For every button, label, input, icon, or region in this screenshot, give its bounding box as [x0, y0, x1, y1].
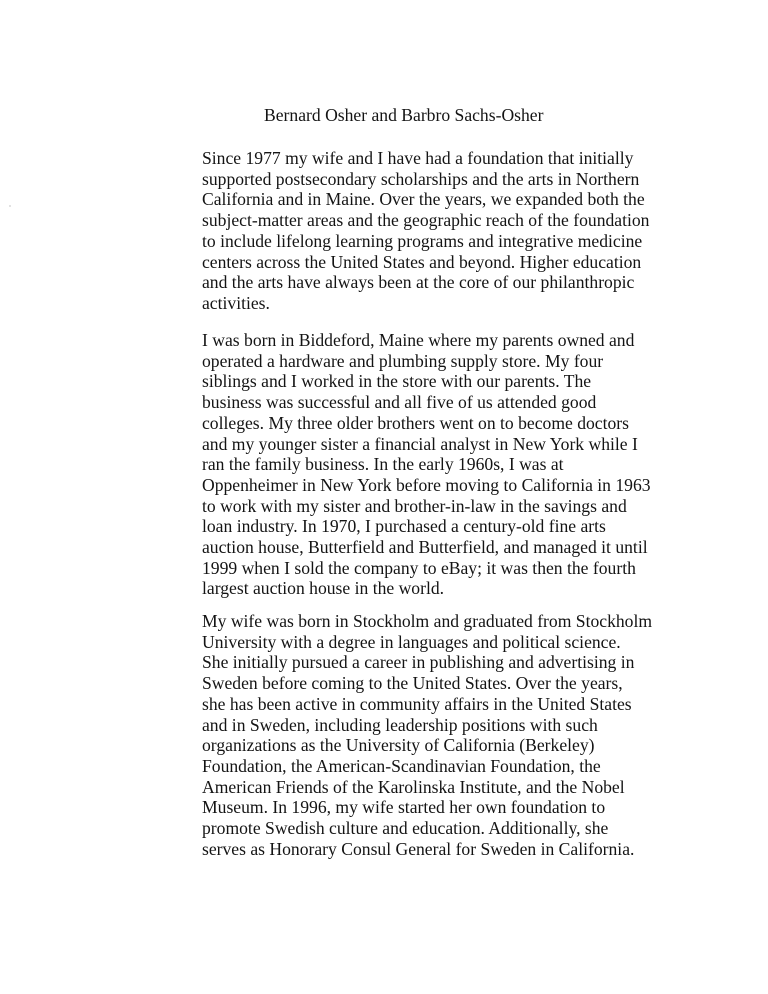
text-line: Foundation, the American-Scandinavian Foundation, the — [202, 755, 601, 776]
scan-speck — [9, 205, 11, 207]
text-line: organizations as the University of California (Berkeley) — [202, 735, 595, 756]
text-line: siblings and I worked in the store with our parents. The — [202, 371, 592, 392]
text-line: American Friends of the Karolinska Institute, and the Nobel — [202, 776, 625, 797]
text-line: to include lifelong learning programs and integrative medicine — [202, 230, 643, 251]
text-line: and in Sweden, including leadership positions with such — [202, 714, 598, 735]
text-line: 1999 when I sold the company to eBay; it was then the fourth — [202, 557, 636, 578]
text-line: centers across the United States and beyond. Higher education — [202, 251, 642, 272]
text-line: Museum. In 1996, my wife started her own foundation to — [202, 797, 606, 818]
text-line: auction house, Butterfield and Butterfield, and managed it until — [202, 537, 648, 558]
document-title: Bernard Osher and Barbro Sachs-Osher — [264, 105, 544, 125]
text-line: subject-matter areas and the geographic reach of the foundation — [202, 210, 650, 231]
paragraph-barbro-biography — [202, 611, 652, 859]
text-line: activities. — [202, 292, 270, 313]
text-line: California and in Maine. Over the years, we expanded both the — [202, 189, 645, 210]
text-line: business was successful and all five of us attended good — [202, 392, 597, 413]
text-line: and the arts have always been at the core of our philanthropic — [202, 272, 635, 293]
text-line: and my younger sister a financial analyst in New York while I — [202, 433, 638, 454]
text-line: Oppenheimer in New York before moving to California in 1963 — [202, 474, 651, 495]
text-line: loan industry. In 1970, I purchased a century-old fine arts — [202, 516, 606, 537]
text-line: My wife was born in Stockholm and graduated from Stockholm — [202, 611, 653, 631]
text-line: to work with my sister and brother-in-law in the savings and — [202, 495, 627, 516]
text-line: serves as Honorary Consul General for Sweden in California. — [202, 838, 635, 859]
text-line: She initially pursued a career in publishing and advertising in — [202, 652, 635, 673]
paragraph-foundation — [202, 148, 649, 314]
text-line: Sweden before coming to the United States. Over the years, — [202, 673, 623, 694]
paragraph-bernard-biography — [202, 330, 651, 599]
text-line: largest auction house in the world. — [202, 578, 445, 599]
text-line: colleges. My three older brothers went on to become doctors — [202, 412, 630, 433]
text-line: Since 1977 my wife and I have had a foundation that initially — [202, 148, 634, 168]
text-line: I was born in Biddeford, Maine where my parents owned and — [202, 330, 635, 350]
text-line: supported postsecondary scholarships and the arts in Northern — [202, 168, 640, 189]
text-line: promote Swedish culture and education. Additionally, she — [202, 818, 609, 839]
text-line: ran the family business. In the early 1960s, I was at — [202, 454, 564, 475]
text-line: she has been active in community affairs in the United States — [202, 693, 632, 714]
text-line: operated a hardware and plumbing supply store. My four — [202, 350, 604, 371]
text-line: University with a degree in languages and political science. — [202, 631, 621, 652]
